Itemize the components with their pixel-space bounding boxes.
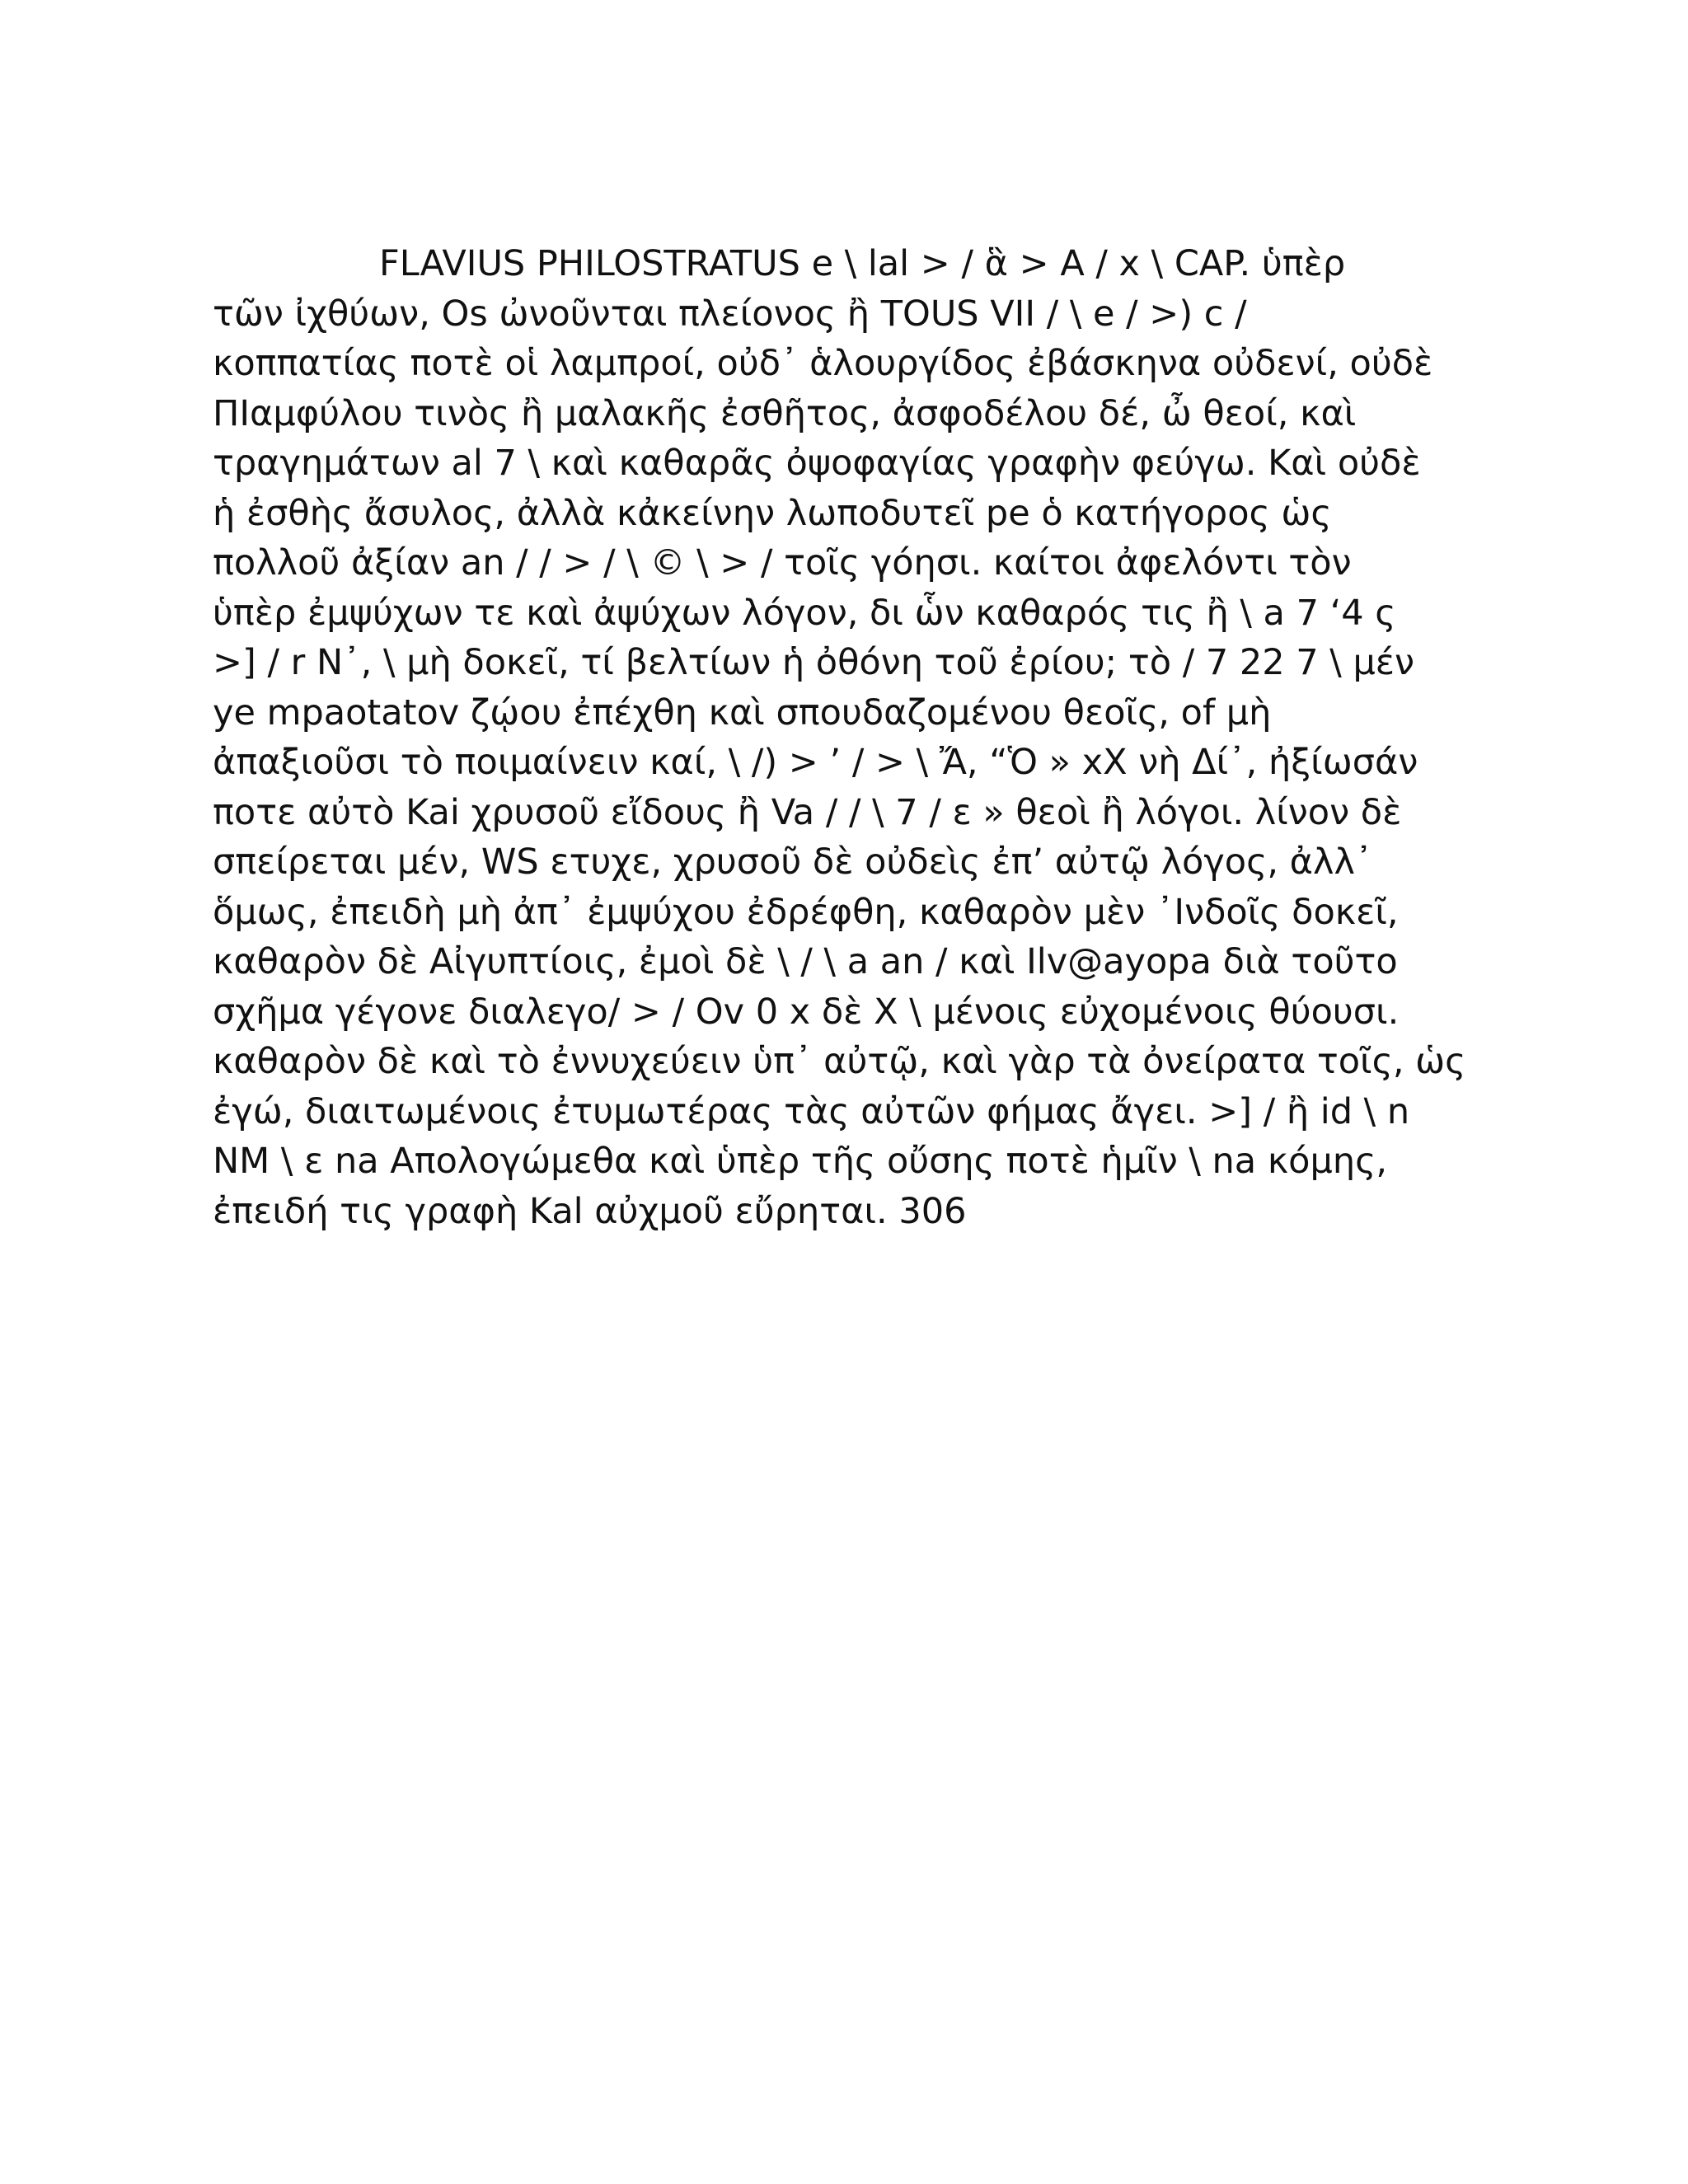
text-line: >] / r N᾽, \ μὴ δοκεῖ, τί βελτίων ἡ ὀθόνη τοῦ ἐρίου; τὸ / 7 22 7 \ μέν xyxy=(213,642,1415,683)
text-line: ἡ ἐσθὴς ἄσυλος, ἀλλὰ κἀκείνην λωποδυτεῖ pe ὁ κατήγορος ὡς xyxy=(213,492,1332,534)
text-line: ἐγώ, διαιτωμένοις ἐτυμωτέρας τὰς αὐτῶν φήμας ἄγει. >] / ἢ id \ n xyxy=(213,1090,1410,1132)
text-line: κοππατίας ποτὲ οἱ λαμπροί, οὐδ᾽ ἁλουργίδος ἐβάσκηνα οὐδενί, οὐδὲ xyxy=(213,343,1433,384)
text-line: σπείρεται μέν, WS ετυχε, χρυσοῦ δὲ οὐδεὶς ἐπ’ αὐτῷ λόγος, ἀλλ᾽ xyxy=(213,841,1373,883)
text-line: τραγημάτων al 7 \ καὶ καθαρᾶς ὀψοφαγίας γραφὴν φεύγω. Καὶ οὐδὲ xyxy=(213,443,1421,484)
text-line: NM \ ε na Απολογώμεθα καὶ ὑπὲρ τῆς οὔσης ποτὲ ἡμῖν \ na κόμης, xyxy=(213,1141,1387,1182)
text-line: πολλοῦ ἀξίαν an / / > / \ © \ > / τοῖς γόησι. καίτοι ἀφελόντι τὸν xyxy=(213,542,1352,583)
text-line: ποτε αὐτὸ Kai χρυσοῦ εἴδους ἢ Va / / \ 7 / ε » θεοὶ ἢ λόγοι. λίνον δὲ xyxy=(213,791,1402,833)
text-line: FLAVIUS PHILOSTRATUS e \ lal > / ἃ > A / x \ CAP. ὑπὲρ xyxy=(379,243,1346,284)
text-line: ἀπαξιοῦσι τὸ ποιμαίνειν καί, \ /) > ’ / > \ Ἄ, “Ὁ » xX νὴ Δί᾽, ἠξίωσάν xyxy=(213,742,1418,783)
text-line: καθαρὸν δὲ Αἰγυπτίοις, ἐμοὶ δὲ \ / \ a an / καὶ Ilv@ayopa διὰ τοῦτο xyxy=(213,941,1398,982)
page-number-line: ἐπειδή τις γραφὴ Kal αὐχμοῦ εὔρηται. 306 xyxy=(213,1190,967,1232)
text-line: ΠΙαμφύλου τινὸς ἢ μαλακῆς ἐσθῆτος, ἀσφοδέλου δέ, ὦ θεοί, καὶ xyxy=(213,392,1357,434)
text-line: ὑπὲρ ἐμψύχων τε καὶ ἀψύχων λόγον, δι ὧν καθαρός τις ἢ \ a 7 ‘4 ς xyxy=(213,592,1396,634)
text-line: καθαρὸν δὲ καὶ τὸ ἐννυχεύειν ὑπ᾽ αὐτῷ, καὶ γὰρ τὰ ὀνείρατα τοῖς, ὡς xyxy=(213,1041,1466,1082)
text-line: σχῆμα γέγονε διαλεγο/ > / Ov 0 x δὲ X \ μένοις εὐχομένοις θύουσι. xyxy=(213,991,1400,1033)
text-line: ὅμως, ἐπειδὴ μὴ ἀπ᾽ ἐμψύχου ἐδρέφθη, καθαρὸν μὲν ᾿Ινδοῖς δοκεῖ, xyxy=(213,891,1399,933)
text-line: ye mpaotatov ζῴου ἐπέχθη καὶ σπουδαζομένου θεοῖς, of μὴ xyxy=(213,691,1272,733)
text-line: τῶν ἰχθύων, Os ὠνοῦνται πλείονος ἢ TOUS VII / \ e / >) c / xyxy=(213,293,1247,335)
body-text xyxy=(213,239,1498,1236)
